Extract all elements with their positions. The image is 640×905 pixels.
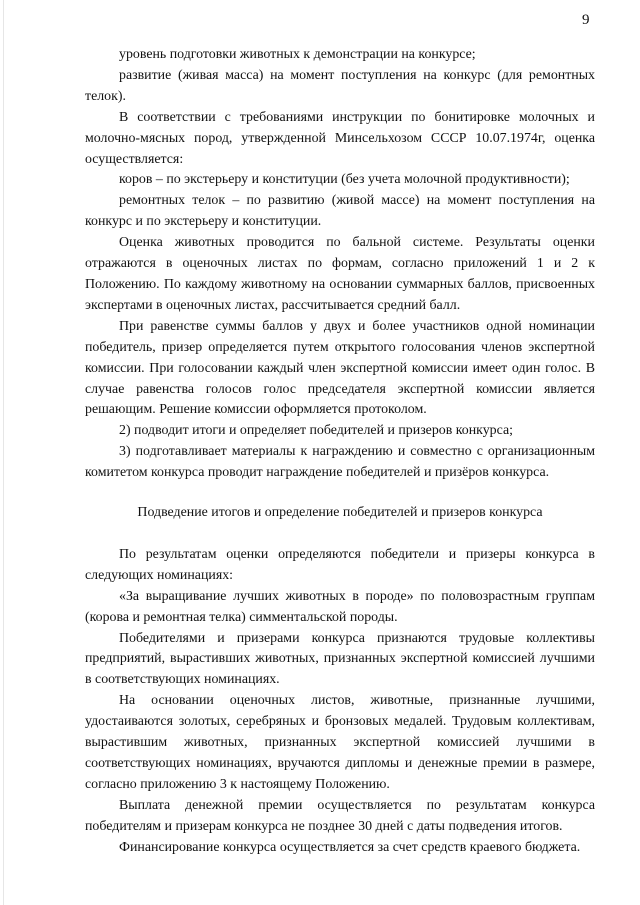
paragraph-nominations-intro: По результатам оценки определяются победители и призеры конкурса в следующих номинациях: bbox=[85, 546, 595, 583]
paragraph-item-2: 2) подводит итоги и определяет победителей и призеров конкурса; bbox=[119, 423, 513, 439]
paragraph-financing: Финансирование конкурса осуществляется за счет средств краевого бюджета. bbox=[119, 839, 581, 855]
paragraph-nomination-best-animals: «За выращивание лучших животных в породе» по половозрастным группам (корова и ремонтная телка) симментальской породы. bbox=[85, 588, 595, 625]
paragraph-preparation-level: уровень подготовки животных к демонстрации на конкурсе; bbox=[119, 47, 476, 62]
paragraph-medals-awards: На основании оценочных листов, животные, признанные лучшими, удостаиваются золотых, серебряных и бронзовых медалей. Трудовым коллективам, вырастившим животных, признанных экспертной комиссией лучшими в соответствующих номинациях, вручаются дипломы и денежные премии в размере, согласно приложению 3 к настоящему Положению. bbox=[85, 693, 595, 792]
paragraph-prize-payment: Выплата денежной премии осуществляется по результатам конкурса победителям и призерам конкурса не позднее 30 дней с даты подведения итогов. bbox=[85, 797, 595, 834]
paragraph-winners-definition: Победителями и призерами конкурса признаются трудовые коллективы предприятий, вырастивших животных, признанных экспертной комиссией лучшими в соответствующих номинациях. bbox=[85, 630, 595, 688]
paragraph-item-3: 3) подготавливает материалы к награждению и совместно с организационным комитетом конкурса проводит награждение победителей и призёров конкурса. bbox=[85, 444, 595, 481]
paragraph-scoring-system: Оценка животных проводится по бальной системе. Результаты оценки отражаются в оценочных листах по формам, согласно приложений 1 и 2 к Положению. По каждому животному на основании суммарных баллов, присвоенных экспертами в оценочных листах, рассчитывается средний балл. bbox=[85, 235, 595, 313]
document-body bbox=[85, 45, 595, 859]
scan-edge-line bbox=[3, 0, 4, 905]
paragraph-cows: коров – по экстерьеру и конституции (без учета молочной продуктивности); bbox=[119, 172, 570, 188]
paragraph-tie-voting: При равенстве суммы баллов у двух и более участников одной номинации победитель, призер определяется путем открытого голосования членов экспертной комиссии. При голосовании каждый член экспертной комиссии имеет один голос. В случае равенства голосов голос председателя экспертной комиссии является решающим. Решение комиссии оформляется протоколом. bbox=[85, 318, 595, 418]
section-heading: Подведение итогов и определение победителей и призеров конкурса bbox=[137, 505, 543, 521]
paragraph-instruction: В соответствии с требованиями инструкции по бонитировке молочных и молочно-мясных пород, утвержденной Минсельхозом СССР 10.07.1974г, оценка осуществляется: bbox=[85, 109, 595, 167]
page-number: 9 bbox=[582, 12, 590, 28]
paragraph-development: развитие (живая масса) на момент поступления на конкурс (для ремонтных телок). bbox=[85, 67, 595, 104]
paragraph-heifers: ремонтных телок – по развитию (живой массе) на момент поступления на конкурс и по экстерьеру и конституции. bbox=[85, 193, 595, 230]
